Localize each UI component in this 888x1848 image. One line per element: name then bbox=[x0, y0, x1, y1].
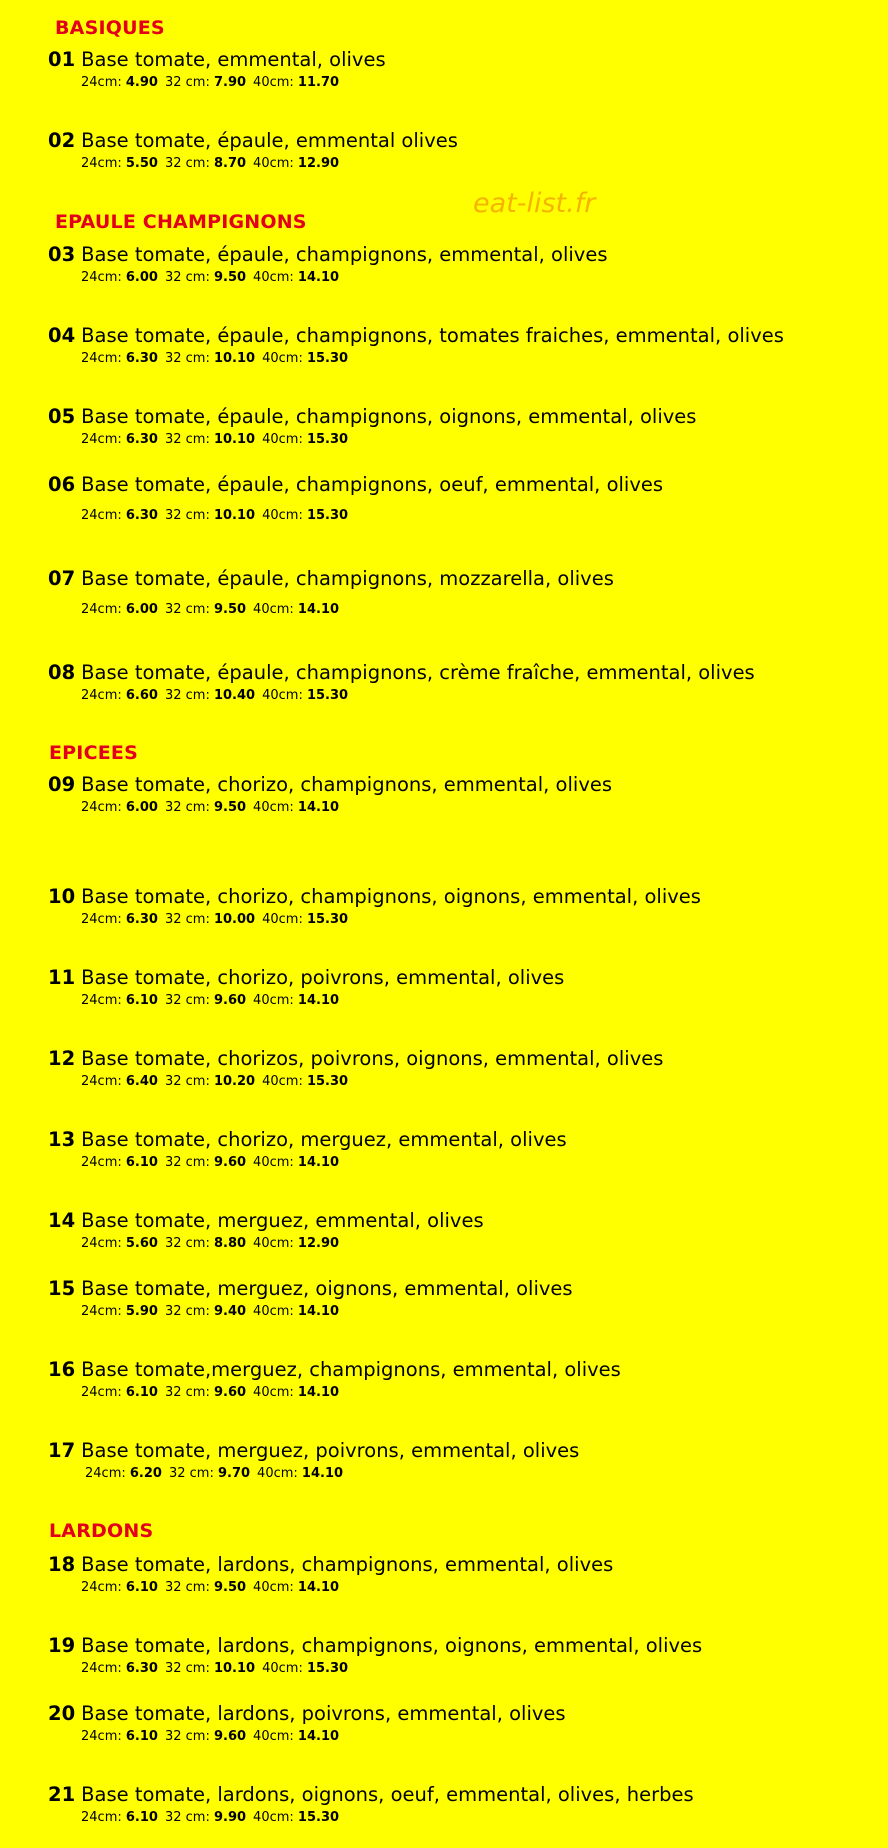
item-prices bbox=[81, 156, 458, 172]
price-value-small: 6.30 bbox=[125, 912, 158, 927]
item-title bbox=[48, 1702, 566, 1726]
size-label-large: 40cm: bbox=[253, 1580, 294, 1595]
price-value-medium: 10.10 bbox=[213, 432, 256, 447]
item-prices bbox=[81, 688, 755, 704]
item-description: Base tomate,merguez, champignons, emmental, olives bbox=[81, 1358, 621, 1381]
size-label-large: 40cm: bbox=[262, 1074, 303, 1089]
item-prices bbox=[81, 351, 784, 367]
item-number: 12 bbox=[48, 1047, 76, 1070]
price-value-small: 6.00 bbox=[125, 270, 158, 285]
item-title bbox=[48, 1553, 613, 1577]
size-label-medium: 32 cm: bbox=[164, 351, 210, 366]
item-number: 08 bbox=[48, 661, 76, 684]
item-title bbox=[48, 243, 608, 267]
item-number: 15 bbox=[48, 1277, 76, 1300]
item-number: 19 bbox=[48, 1634, 76, 1657]
size-label-large: 40cm: bbox=[262, 508, 303, 523]
item-description: Base tomate, épaule, champignons, crème fraîche, emmental, olives bbox=[81, 661, 755, 684]
price-value-medium: 10.40 bbox=[213, 688, 256, 703]
size-label-small: 24cm: bbox=[81, 993, 122, 1008]
menu-item bbox=[48, 473, 663, 524]
price-value-large: 14.10 bbox=[297, 1729, 340, 1744]
price-value-small: 5.90 bbox=[125, 1304, 158, 1319]
item-number: 13 bbox=[48, 1128, 76, 1151]
size-label-large: 40cm: bbox=[253, 1385, 294, 1400]
size-label-large: 40cm: bbox=[262, 912, 303, 927]
item-prices bbox=[81, 1236, 484, 1252]
price-value-large: 15.30 bbox=[297, 1810, 340, 1825]
size-label-small: 24cm: bbox=[81, 1580, 122, 1595]
item-prices bbox=[81, 1580, 613, 1596]
item-prices bbox=[81, 602, 614, 618]
size-label-small: 24cm: bbox=[81, 432, 122, 447]
item-title bbox=[48, 567, 614, 591]
item-title bbox=[48, 661, 755, 685]
item-prices bbox=[81, 508, 663, 524]
section-title-epicees: EPICEES bbox=[49, 742, 138, 764]
item-description: Base tomate, merguez, emmental, olives bbox=[81, 1209, 484, 1232]
price-value-large: 14.10 bbox=[297, 270, 340, 285]
item-number: 01 bbox=[48, 48, 76, 71]
item-number: 18 bbox=[48, 1553, 76, 1576]
menu-item bbox=[48, 1553, 613, 1596]
item-title bbox=[48, 324, 784, 348]
price-value-small: 6.60 bbox=[125, 688, 158, 703]
menu-item bbox=[48, 661, 755, 704]
size-label-medium: 32 cm: bbox=[164, 1729, 210, 1744]
size-label-large: 40cm: bbox=[253, 270, 294, 285]
menu-item bbox=[48, 1047, 663, 1090]
item-title bbox=[48, 1358, 621, 1382]
item-prices bbox=[81, 1385, 621, 1401]
menu-item bbox=[48, 1209, 484, 1252]
item-description: Base tomate, épaule, champignons, tomates fraiches, emmental, olives bbox=[81, 324, 784, 347]
item-description: Base tomate, lardons, poivrons, emmental, olives bbox=[81, 1702, 566, 1725]
menu-item bbox=[48, 1128, 567, 1171]
size-label-large: 40cm: bbox=[253, 1304, 294, 1319]
size-label-small: 24cm: bbox=[81, 1155, 122, 1170]
size-label-large: 40cm: bbox=[257, 1466, 298, 1481]
item-number: 14 bbox=[48, 1209, 76, 1232]
size-label-small: 24cm: bbox=[81, 351, 122, 366]
menu-item bbox=[48, 966, 564, 1009]
price-value-medium: 9.60 bbox=[213, 1385, 247, 1400]
size-label-small: 24cm: bbox=[81, 156, 122, 171]
item-description: Base tomate, épaule, champignons, oignons, emmental, olives bbox=[81, 405, 697, 428]
price-value-small: 6.10 bbox=[125, 1810, 158, 1825]
price-value-large: 15.30 bbox=[306, 508, 349, 523]
size-label-large: 40cm: bbox=[253, 1236, 294, 1251]
price-value-small: 6.10 bbox=[125, 1729, 158, 1744]
item-number: 16 bbox=[48, 1358, 76, 1381]
price-value-large: 14.10 bbox=[297, 800, 340, 815]
size-label-small: 24cm: bbox=[81, 1074, 122, 1089]
price-value-small: 4.90 bbox=[125, 75, 158, 90]
size-label-small: 24cm: bbox=[81, 1729, 122, 1744]
size-label-large: 40cm: bbox=[253, 800, 294, 815]
price-value-small: 6.30 bbox=[125, 351, 158, 366]
price-value-large: 14.10 bbox=[301, 1466, 344, 1481]
price-value-medium: 9.50 bbox=[213, 602, 247, 617]
item-description: Base tomate, chorizo, champignons, oignons, emmental, olives bbox=[81, 885, 701, 908]
price-value-small: 6.00 bbox=[125, 602, 158, 617]
menu-item bbox=[48, 324, 784, 367]
price-value-large: 15.30 bbox=[306, 1661, 349, 1676]
item-description: Base tomate, épaule, champignons, mozzarella, olives bbox=[81, 567, 614, 590]
size-label-medium: 32 cm: bbox=[164, 912, 210, 927]
size-label-medium: 32 cm: bbox=[164, 602, 210, 617]
size-label-medium: 32 cm: bbox=[164, 432, 210, 447]
menu-item bbox=[48, 1358, 621, 1401]
price-value-small: 5.50 bbox=[125, 156, 158, 171]
price-value-small: 6.30 bbox=[125, 508, 158, 523]
item-number: 06 bbox=[48, 473, 76, 496]
size-label-medium: 32 cm: bbox=[164, 1155, 210, 1170]
item-prices bbox=[81, 75, 386, 91]
price-value-medium: 8.70 bbox=[213, 156, 247, 171]
price-value-large: 15.30 bbox=[306, 432, 349, 447]
price-value-medium: 10.10 bbox=[213, 1661, 256, 1676]
item-number: 11 bbox=[48, 966, 76, 989]
price-value-large: 11.70 bbox=[297, 75, 340, 90]
price-value-medium: 7.90 bbox=[213, 75, 247, 90]
size-label-large: 40cm: bbox=[253, 1729, 294, 1744]
item-description: Base tomate, épaule, champignons, emmental, olives bbox=[81, 243, 608, 266]
size-label-medium: 32 cm: bbox=[164, 1810, 210, 1825]
price-value-medium: 9.60 bbox=[213, 1729, 247, 1744]
item-title bbox=[48, 1128, 567, 1152]
item-prices bbox=[81, 432, 696, 448]
item-prices bbox=[81, 1155, 567, 1171]
size-label-small: 24cm: bbox=[81, 75, 122, 90]
size-label-large: 40cm: bbox=[253, 1155, 294, 1170]
item-number: 02 bbox=[48, 129, 76, 152]
size-label-medium: 32 cm: bbox=[164, 1074, 210, 1089]
price-value-large: 12.90 bbox=[297, 156, 340, 171]
item-prices bbox=[85, 1466, 579, 1482]
item-prices bbox=[81, 800, 612, 816]
item-number: 03 bbox=[48, 243, 76, 266]
price-value-small: 6.40 bbox=[125, 1074, 158, 1089]
size-label-small: 24cm: bbox=[81, 912, 122, 927]
price-value-medium: 10.10 bbox=[213, 351, 256, 366]
item-number: 17 bbox=[48, 1439, 76, 1462]
menu-item bbox=[48, 1783, 694, 1826]
price-value-medium: 9.50 bbox=[213, 270, 247, 285]
section-title-lardons: LARDONS bbox=[49, 1520, 154, 1542]
price-value-large: 14.10 bbox=[297, 1580, 340, 1595]
price-value-small: 6.00 bbox=[125, 800, 158, 815]
item-title bbox=[48, 1209, 484, 1233]
item-title bbox=[48, 966, 564, 990]
price-value-small: 6.20 bbox=[129, 1466, 162, 1481]
price-value-small: 6.10 bbox=[125, 1155, 158, 1170]
item-prices bbox=[81, 270, 608, 286]
size-label-large: 40cm: bbox=[262, 1661, 303, 1676]
item-description: Base tomate, chorizo, champignons, emmental, olives bbox=[81, 773, 613, 796]
item-description: Base tomate, chorizo, poivrons, emmental, olives bbox=[81, 966, 565, 989]
item-title bbox=[48, 48, 386, 72]
size-label-small: 24cm: bbox=[81, 688, 122, 703]
item-prices bbox=[81, 1729, 566, 1745]
size-label-small: 24cm: bbox=[81, 508, 122, 523]
size-label-small: 24cm: bbox=[81, 270, 122, 285]
menu-item bbox=[48, 773, 612, 816]
price-value-small: 6.30 bbox=[125, 432, 158, 447]
price-value-medium: 9.50 bbox=[213, 800, 247, 815]
size-label-large: 40cm: bbox=[253, 602, 294, 617]
size-label-small: 24cm: bbox=[81, 1661, 122, 1676]
item-description: Base tomate, lardons, champignons, emmental, olives bbox=[81, 1553, 614, 1576]
price-value-large: 15.30 bbox=[306, 351, 349, 366]
price-value-large: 14.10 bbox=[297, 1155, 340, 1170]
price-value-medium: 9.70 bbox=[217, 1466, 251, 1481]
item-description: Base tomate, chorizos, poivrons, oignons, emmental, olives bbox=[81, 1047, 664, 1070]
price-value-medium: 10.00 bbox=[213, 912, 256, 927]
menu-item bbox=[48, 243, 608, 286]
item-description: Base tomate, épaule, champignons, oeuf, emmental, olives bbox=[81, 473, 664, 496]
item-number: 20 bbox=[48, 1702, 76, 1725]
item-number: 04 bbox=[48, 324, 76, 347]
item-prices bbox=[81, 1304, 573, 1320]
price-value-small: 6.30 bbox=[125, 1661, 158, 1676]
menu-item bbox=[48, 129, 458, 172]
price-value-medium: 10.20 bbox=[213, 1074, 256, 1089]
price-value-large: 15.30 bbox=[306, 688, 349, 703]
item-prices bbox=[81, 1074, 663, 1090]
item-description: Base tomate, lardons, oignons, oeuf, emmental, olives, herbes bbox=[81, 1783, 694, 1806]
price-value-small: 6.10 bbox=[125, 993, 158, 1008]
size-label-small: 24cm: bbox=[85, 1466, 126, 1481]
item-prices bbox=[81, 993, 564, 1009]
size-label-medium: 32 cm: bbox=[164, 508, 210, 523]
item-title bbox=[48, 129, 458, 153]
menu-item bbox=[48, 567, 614, 618]
size-label-large: 40cm: bbox=[253, 75, 294, 90]
item-title bbox=[48, 1047, 663, 1071]
item-description: Base tomate, chorizo, merguez, emmental, olives bbox=[81, 1128, 567, 1151]
menu-item bbox=[48, 48, 386, 91]
price-value-medium: 9.90 bbox=[213, 1810, 247, 1825]
item-number: 07 bbox=[48, 567, 76, 590]
item-description: Base tomate, merguez, oignons, emmental, olives bbox=[81, 1277, 573, 1300]
menu-item bbox=[48, 1702, 566, 1745]
size-label-large: 40cm: bbox=[253, 156, 294, 171]
size-label-large: 40cm: bbox=[262, 688, 303, 703]
size-label-medium: 32 cm: bbox=[164, 1580, 210, 1595]
menu-item bbox=[48, 885, 701, 928]
watermark-text: eat-list.fr bbox=[473, 188, 596, 219]
item-title bbox=[48, 473, 663, 497]
size-label-medium: 32 cm: bbox=[164, 800, 210, 815]
size-label-small: 24cm: bbox=[81, 1236, 122, 1251]
price-value-large: 14.10 bbox=[297, 993, 340, 1008]
item-number: 09 bbox=[48, 773, 76, 796]
size-label-small: 24cm: bbox=[81, 602, 122, 617]
menu-item bbox=[48, 1439, 579, 1482]
price-value-large: 15.30 bbox=[306, 1074, 349, 1089]
size-label-medium: 32 cm: bbox=[164, 1304, 210, 1319]
item-prices bbox=[81, 1661, 702, 1677]
price-value-large: 14.10 bbox=[297, 1304, 340, 1319]
size-label-medium: 32 cm: bbox=[164, 1661, 210, 1676]
price-value-medium: 10.10 bbox=[213, 508, 256, 523]
size-label-small: 24cm: bbox=[81, 1304, 122, 1319]
item-title bbox=[48, 405, 696, 429]
size-label-medium: 32 cm: bbox=[164, 1236, 210, 1251]
size-label-medium: 32 cm: bbox=[164, 156, 210, 171]
section-title-epaule-champignons: EPAULE CHAMPIGNONS bbox=[55, 211, 307, 233]
item-title bbox=[48, 1439, 579, 1463]
item-title bbox=[48, 773, 612, 797]
price-value-medium: 9.60 bbox=[213, 993, 247, 1008]
size-label-large: 40cm: bbox=[262, 432, 303, 447]
item-prices bbox=[81, 1810, 694, 1826]
item-title bbox=[48, 885, 701, 909]
item-description: Base tomate, emmental, olives bbox=[81, 48, 386, 71]
price-value-small: 6.10 bbox=[125, 1580, 158, 1595]
menu-item bbox=[48, 1634, 702, 1677]
size-label-small: 24cm: bbox=[81, 800, 122, 815]
item-description: Base tomate, lardons, champignons, oignons, emmental, olives bbox=[81, 1634, 703, 1657]
size-label-medium: 32 cm: bbox=[164, 1385, 210, 1400]
price-value-large: 12.90 bbox=[297, 1236, 340, 1251]
item-description: Base tomate, merguez, poivrons, emmental, olives bbox=[81, 1439, 580, 1462]
size-label-medium: 32 cm: bbox=[164, 270, 210, 285]
price-value-medium: 9.50 bbox=[213, 1580, 247, 1595]
price-value-large: 14.10 bbox=[297, 602, 340, 617]
size-label-large: 40cm: bbox=[253, 993, 294, 1008]
item-prices bbox=[81, 912, 701, 928]
price-value-large: 15.30 bbox=[306, 912, 349, 927]
size-label-medium: 32 cm: bbox=[164, 75, 210, 90]
size-label-medium: 32 cm: bbox=[164, 688, 210, 703]
menu-item bbox=[48, 1277, 573, 1320]
size-label-medium: 32 cm: bbox=[164, 993, 210, 1008]
size-label-small: 24cm: bbox=[81, 1385, 122, 1400]
size-label-small: 24cm: bbox=[81, 1810, 122, 1825]
price-value-medium: 9.40 bbox=[213, 1304, 247, 1319]
price-value-medium: 8.80 bbox=[213, 1236, 247, 1251]
item-number: 10 bbox=[48, 885, 76, 908]
size-label-large: 40cm: bbox=[262, 351, 303, 366]
section-title-basiques: BASIQUES bbox=[55, 17, 165, 39]
size-label-medium: 32 cm: bbox=[168, 1466, 214, 1481]
item-number: 21 bbox=[48, 1783, 76, 1806]
price-value-small: 6.10 bbox=[125, 1385, 158, 1400]
price-value-medium: 9.60 bbox=[213, 1155, 247, 1170]
price-value-small: 5.60 bbox=[125, 1236, 158, 1251]
item-description: Base tomate, épaule, emmental olives bbox=[81, 129, 458, 152]
item-title bbox=[48, 1277, 573, 1301]
item-title bbox=[48, 1634, 702, 1658]
price-value-large: 14.10 bbox=[297, 1385, 340, 1400]
item-number: 05 bbox=[48, 405, 76, 428]
menu-item bbox=[48, 405, 696, 448]
size-label-large: 40cm: bbox=[253, 1810, 294, 1825]
item-title bbox=[48, 1783, 694, 1807]
